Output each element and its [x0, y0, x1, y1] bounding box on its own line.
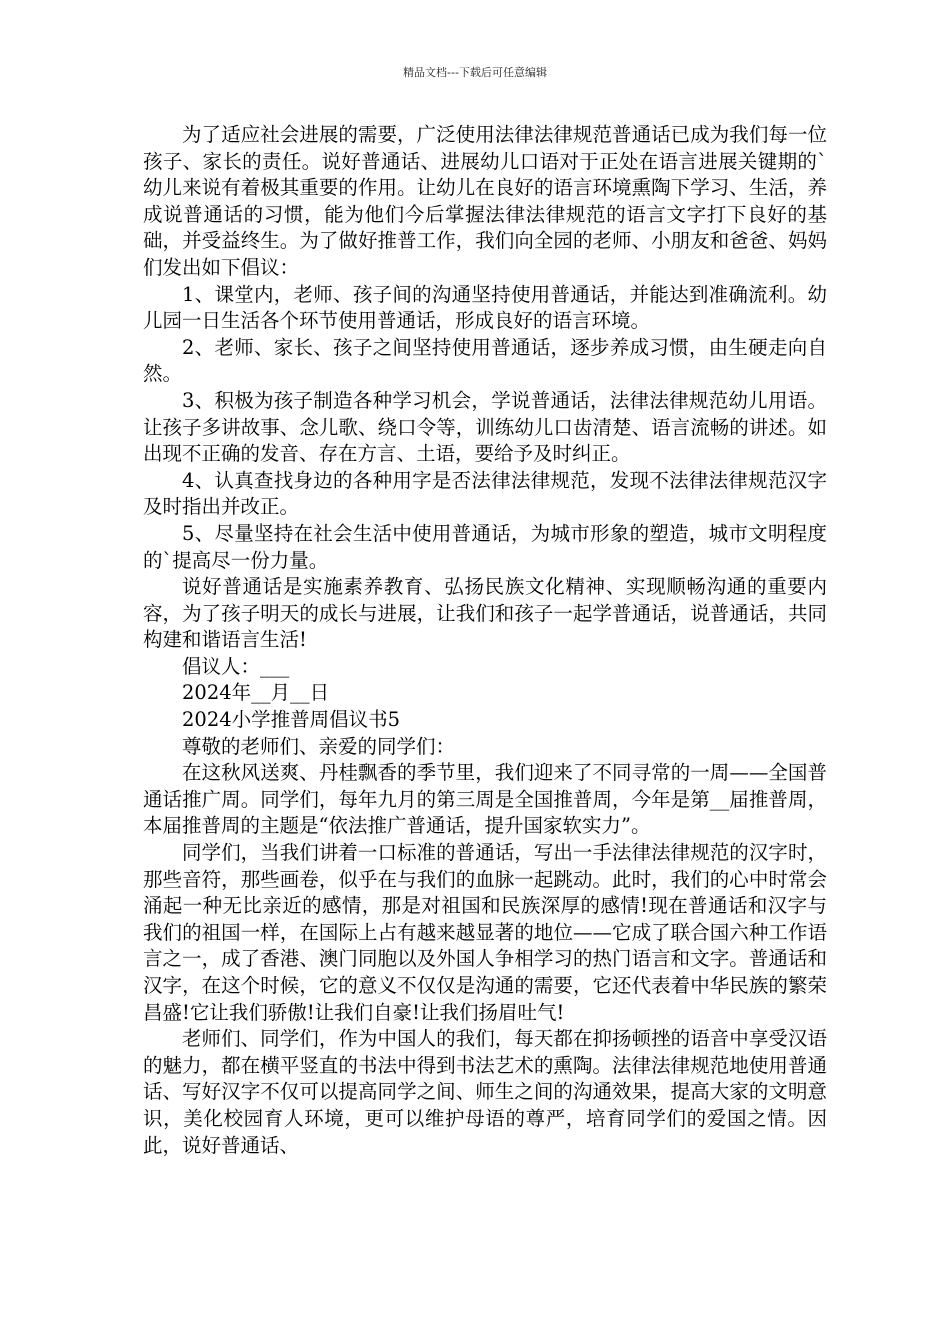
- paragraph-intro: 为了适应社会进展的需要，广泛使用法律法律规范普通话已成为我们每一位孩子、家长的责任。说好普通话、进展幼儿口语对于正处在语言进展关键期的`幼儿来说有着极其重要的作用。让幼儿在良好的语言环境熏陶下学习、生活，养成说普通话的习惯，能为他们今后掌握法律法律规范的语言文字打下良好的基础，并受益终生。为了做好推普工作，我们向全园的老师、小朋友和爸爸、妈妈们发出如下倡议：: [143, 123, 827, 279]
- signature-line: 倡议人：___: [182, 654, 290, 678]
- paragraph-item-1: 1、课堂内，老师、孩子间的沟通坚持使用普通话，并能达到准确流利。幼儿园一日生活各个环节使用普通话，形成良好的语言环境。: [143, 282, 827, 333]
- date-line: 2024年__月__日: [182, 681, 330, 705]
- paragraph-item-5: 5、尽量坚持在社会生活中使用普通话，为城市形象的塑造，城市文明程度的`提高尽一份力量。: [143, 521, 827, 572]
- paragraph-teachers-students: 老师们、同学们，作为中国人的我们，每天都在抑扬顿挫的语音中享受汉语的魅力，都在横平竖直的书法中得到书法艺术的熏陶。法律法律规范地使用普通话、写好汉字不仅可以提高同学之间、师生之间的沟通效果，提高大家的文明意识，美化校园育人环境，更可以维护母语的尊严，培育同学们的爱国之情。因此，说好普通话、: [143, 1027, 827, 1157]
- paragraph-item-4: 4、认真查找身边的各种用字是否法律法律规范，发现不法律法律规范汉字及时指出并改正。: [143, 468, 827, 519]
- paragraph-closing: 说好普通话是实施素养教育、弘扬民族文化精神、实现顺畅沟通的重要内容，为了孩子明天的成长与进展，让我们和孩子一起学普通话，说普通话，共同构建和谐语言生活!: [143, 575, 827, 652]
- salutation: 尊敬的老师们、亲爱的同学们：: [182, 734, 456, 758]
- section-title: 2024小学推普周倡议书5: [182, 708, 401, 732]
- paragraph-mandarin-pride: 同学们，当我们讲着一口标准的普通话，写出一手法律法律规范的汉字时，那些音符，那些画卷，似乎在与我们的血脉一起跳动。此时，我们的心中时常会涌起一种无比亲近的感情，那是对祖国和民族深厚的感情!现在普通话和汉字与我们的祖国一样，在国际上占有越来越显著的地位——它成了联合国六种工作语言之一，成了香港、澳门同胞以及外国人争相学习的热门语言和文字。普通话和汉字，在这个时候，它的意义不仅仅是沟通的需要，它还代表着中华民族的繁荣昌盛!它让我们骄傲!让我们自豪!让我们扬眉吐气!: [143, 841, 827, 1024]
- paragraph-item-3: 3、积极为孩子制造各种学习机会，学说普通话，法律法律规范幼儿用语。让孩子多讲故事、念儿歌、绕口令等，训练幼儿口齿清楚、语言流畅的讲述。如出现不正确的发音、存在方言、土语，要给予及时纠正。: [143, 388, 827, 466]
- paragraph-week-intro: 在这秋风送爽、丹桂飘香的季节里，我们迎来了不同寻常的一周——全国普通话推广周。同学们，每年九月的第三周是全国推普周，今年是第__届推普周，本届推普周的主题是“依法推广普通话，提升国家软实力”。: [143, 761, 827, 838]
- page-header: 精品文档---下载后可任意编辑: [403, 66, 547, 79]
- document-body: [143, 122, 827, 1159]
- paragraph-item-2: 2、老师、家长、孩子之间坚持使用普通话，逐步养成习惯，由生硬走向自然。: [143, 335, 827, 386]
